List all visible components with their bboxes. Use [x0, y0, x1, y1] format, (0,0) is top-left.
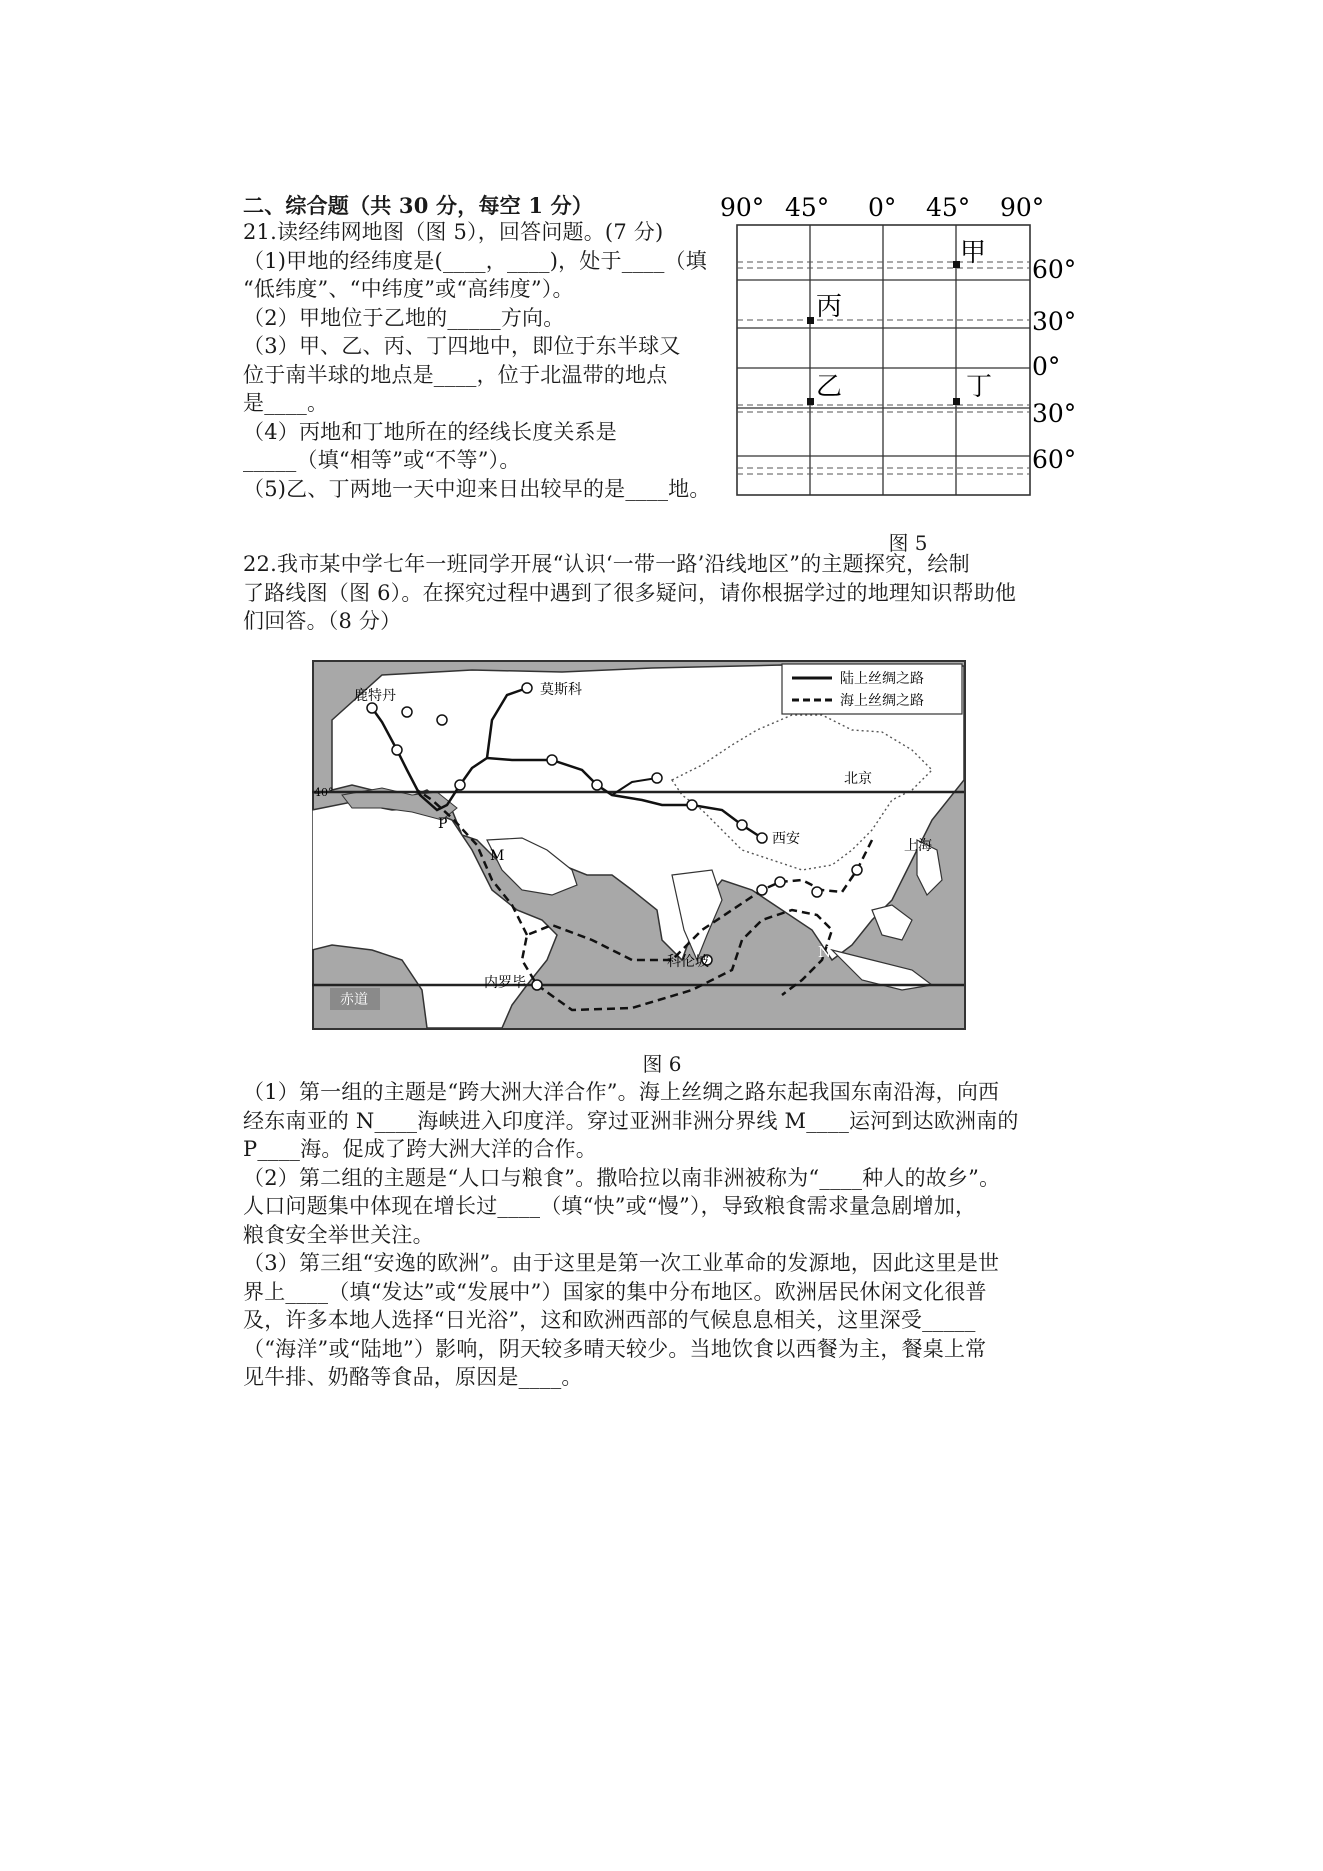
city-dot — [522, 683, 532, 693]
q22-sub-line: 人口问题集中体现在增长过____（填“快”或“慢”），导致粮食需求量急剧增加， — [243, 1194, 977, 1218]
q22-sub-line: （3）第三组“安逸的欧洲”。由于这里是第一次工业革命的发源地，因此这里是世 — [243, 1251, 1000, 1275]
place-label: 上海 — [904, 838, 932, 854]
figure-6-caption: 图 6 — [642, 1052, 682, 1076]
city-dot — [775, 877, 785, 887]
place-label: 莫斯科 — [540, 682, 582, 698]
q21-line: “低纬度”、“中纬度”或“高纬度”）。 — [243, 277, 574, 301]
q21-line: （3）甲、乙、丙、丁四地中，即位于东半球又 — [243, 334, 681, 358]
city-dot — [532, 980, 542, 990]
q22-sub-line: 粮食安全举世关注。 — [243, 1222, 434, 1247]
q21-line: 是____。 — [243, 391, 329, 415]
legend-land-label: 陆上丝绸之路 — [840, 671, 924, 687]
lon-label: 45° — [785, 193, 830, 222]
q21-line: 位于南半球的地点是____，位于北温带的地点 — [243, 362, 668, 387]
place-label: 内罗毕 — [484, 975, 526, 991]
city-dot — [402, 707, 412, 717]
lon-label: 45° — [926, 193, 971, 222]
q22-line: 22.我市某中学七年一班同学开展“认识‘一带一路’沿线地区”的主题探究，绘制 — [243, 552, 970, 576]
place-label: 北京 — [844, 771, 872, 787]
question-22 — [243, 550, 1070, 636]
city-dot — [757, 833, 767, 843]
q22-line: 了路线图（图 6）。在探究过程中遇到了很多疑问，请你根据学过的地理知识帮助他 — [243, 580, 1017, 605]
figure-5-caption: 图 5 — [888, 531, 928, 555]
place-label: N — [818, 943, 832, 961]
question-21 — [243, 218, 723, 503]
place-label: 鹿特丹 — [354, 688, 396, 704]
lat-label: 30° — [1032, 307, 1077, 336]
place-label: 西安 — [772, 831, 800, 847]
q22-sub-line: 界上____（填“发达”或“发展中”）国家的集中分布地区。欧洲居民休闲文化很普 — [243, 1279, 987, 1304]
point-marker — [953, 398, 960, 405]
city-dot — [652, 773, 662, 783]
lon-label: 90° — [720, 193, 765, 222]
place-label: 40° — [314, 786, 334, 799]
city-dot — [367, 703, 377, 713]
city-dot — [687, 800, 697, 810]
place-label: P — [438, 816, 448, 832]
point-label: 甲 — [960, 238, 987, 268]
q22-line: 们回答。（8 分） — [243, 609, 402, 633]
lat-label: 60° — [1032, 445, 1077, 474]
city-dot — [852, 865, 862, 875]
figure-5-grid — [720, 190, 1080, 500]
q21-line: _____（填“相等”或“不等”）。 — [243, 448, 521, 472]
q22-sub-line: （1）第一组的主题是“跨大洲大洋合作”。海上丝绸之路东起我国东南沿海，向西 — [243, 1080, 1000, 1104]
lat-label: 30° — [1032, 399, 1077, 428]
point-label: 丁 — [966, 372, 993, 402]
q22-sub-line: （“海洋”或“陆地”）影响，阴天较多晴天较少。当地饮食以西餐为主，餐桌上常 — [243, 1336, 987, 1361]
lat-label: 60° — [1032, 255, 1077, 284]
q21-line: （2）甲地位于乙地的_____方向。 — [243, 305, 565, 330]
section-title: 二、综合题（共 30 分，每空 1 分） — [243, 193, 594, 218]
q21-line: （5)乙、丁两地一天中迎来日出较早的是____地。 — [243, 476, 711, 501]
question-22-subparts — [243, 1078, 1070, 1392]
city-dot — [547, 755, 557, 765]
legend-sea-label: 海上丝绸之路 — [840, 693, 924, 709]
lat-label: 0° — [1032, 352, 1061, 381]
q22-sub-line: 及，许多本地人选择“日光浴”，这和欧洲西部的气候息息相关，这里深受_____ — [243, 1308, 976, 1332]
figure-6-map — [312, 660, 967, 1032]
q21-line: 21.读经纬网地图（图 5），回答问题。(7 分) — [243, 220, 664, 244]
point-marker — [807, 317, 814, 324]
lon-label: 0° — [868, 193, 897, 222]
place-label: 赤道 — [340, 992, 368, 1008]
q22-sub-line: 经东南亚的 N____海峡进入印度洋。穿过亚洲非洲分界线 M____运河到达欧洲南的 — [243, 1108, 1019, 1133]
city-dot — [392, 745, 402, 755]
q22-sub-line: 见牛排、奶酪等食品，原因是____。 — [243, 1365, 583, 1389]
city-dot — [737, 820, 747, 830]
q21-line: （4）丙地和丁地所在的经线长度关系是 — [243, 419, 617, 444]
point-label: 丙 — [816, 292, 843, 322]
q22-sub-line: （2）第二组的主题是“人口与粮食”。撒哈拉以南非洲被称为“____种人的故乡”。 — [243, 1165, 1001, 1190]
place-label: 科伦坡 — [667, 954, 709, 970]
lon-label: 90° — [1000, 193, 1045, 222]
place-label: M — [490, 848, 505, 864]
point-label: 乙 — [816, 372, 843, 402]
q22-sub-line: P____海。促成了跨大洲大洋的合作。 — [243, 1137, 597, 1161]
point-marker — [807, 398, 814, 405]
city-dot — [812, 887, 822, 897]
city-dot — [437, 715, 447, 725]
q21-line: （1)甲地的经纬度是(____，____)，处于____（填 — [243, 248, 707, 273]
city-dot — [455, 780, 465, 790]
point-marker — [953, 261, 960, 268]
city-dot — [757, 885, 767, 895]
city-dot — [592, 780, 602, 790]
